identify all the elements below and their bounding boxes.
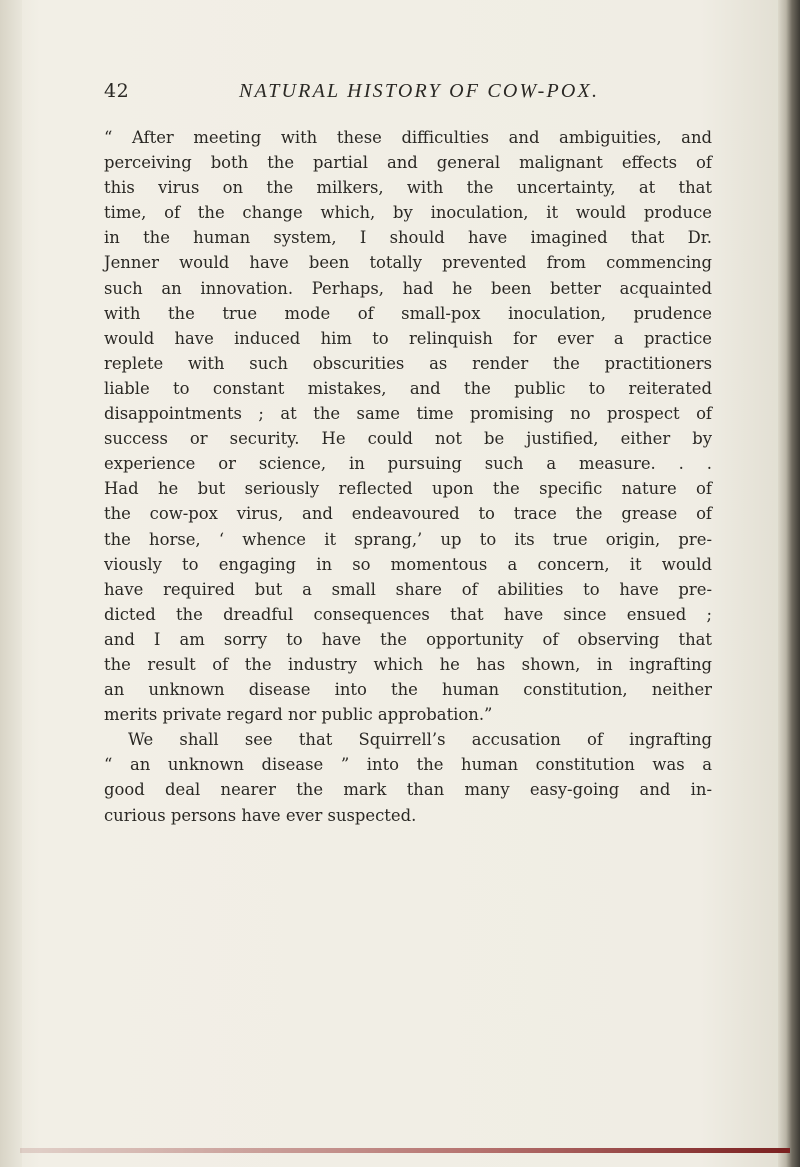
- text-line: would have induced him to relinquish for ever a practice: [104, 328, 712, 348]
- page-number: 42: [104, 80, 130, 102]
- body-text: [104, 125, 712, 828]
- text-line: have required but a small share of abilities to have pre-: [104, 579, 712, 599]
- text-line: “ After meeting with these difficulties and ambiguities, and: [104, 128, 712, 147]
- text-line: “ an unknown disease ” into the human constitution was a: [104, 755, 712, 775]
- text-line: with the true mode of small-pox inoculation, prudence: [104, 303, 712, 323]
- binding-shadow: [0, 0, 22, 1167]
- text-line: viously to engaging in so momentous a concern, it would: [104, 554, 712, 574]
- paragraph-commentary: [104, 727, 712, 827]
- text-line: good deal nearer the mark than many easy-going and in-: [104, 780, 712, 800]
- text-line: Had he but seriously reflected upon the specific nature of: [104, 479, 712, 499]
- paragraph-quotation: [104, 125, 712, 727]
- text-line: such an innovation. Perhaps, had he been better acquainted: [104, 278, 712, 298]
- text-line: the horse, ‘ whence it sprang,’ up to its true origin, pre-: [104, 529, 712, 549]
- text-line: this virus on the milkers, with the uncertainty, at that: [104, 178, 712, 198]
- text-line: time, of the change which, by inoculation, it would produce: [104, 203, 712, 223]
- text-line: dicted the dreadful consequences that have since ensued ;: [104, 604, 712, 624]
- text-line: the cow-pox virus, and endeavoured to trace the grease of: [104, 504, 712, 524]
- page-bottom-edge: [20, 1148, 790, 1153]
- text-line: liable to constant mistakes, and the public to reiterated: [104, 378, 712, 398]
- text-line: an unknown disease into the human constitution, neither: [104, 680, 712, 700]
- text-line: merits private regard nor public approbation.”: [104, 705, 493, 725]
- text-line: We shall see that Squirrell’s accusation of ingrafting: [128, 730, 712, 750]
- text-line: and I am sorry to have the opportunity of observing that: [104, 629, 712, 649]
- text-line: perceiving both the partial and general malignant effects of: [104, 153, 712, 173]
- text-line: disappointments ; at the same time promising no prospect of: [104, 404, 712, 424]
- text-line: in the human system, I should have imagined that Dr.: [104, 228, 712, 248]
- running-header: [104, 80, 724, 110]
- running-title: NATURAL HISTORY OF COW-POX.: [239, 80, 600, 102]
- text-line: replete with such obscurities as render the practitioners: [104, 353, 712, 373]
- text-line: curious persons have ever suspected.: [104, 805, 417, 825]
- text-line: Jenner would have been totally prevented from commencing: [104, 253, 712, 273]
- page-edge: [778, 0, 800, 1167]
- text-line: experience or science, in pursuing such a measure. . .: [104, 454, 712, 474]
- text-line: the result of the industry which he has shown, in ingrafting: [104, 654, 712, 674]
- text-line: success or security. He could not be justified, either by: [104, 429, 712, 449]
